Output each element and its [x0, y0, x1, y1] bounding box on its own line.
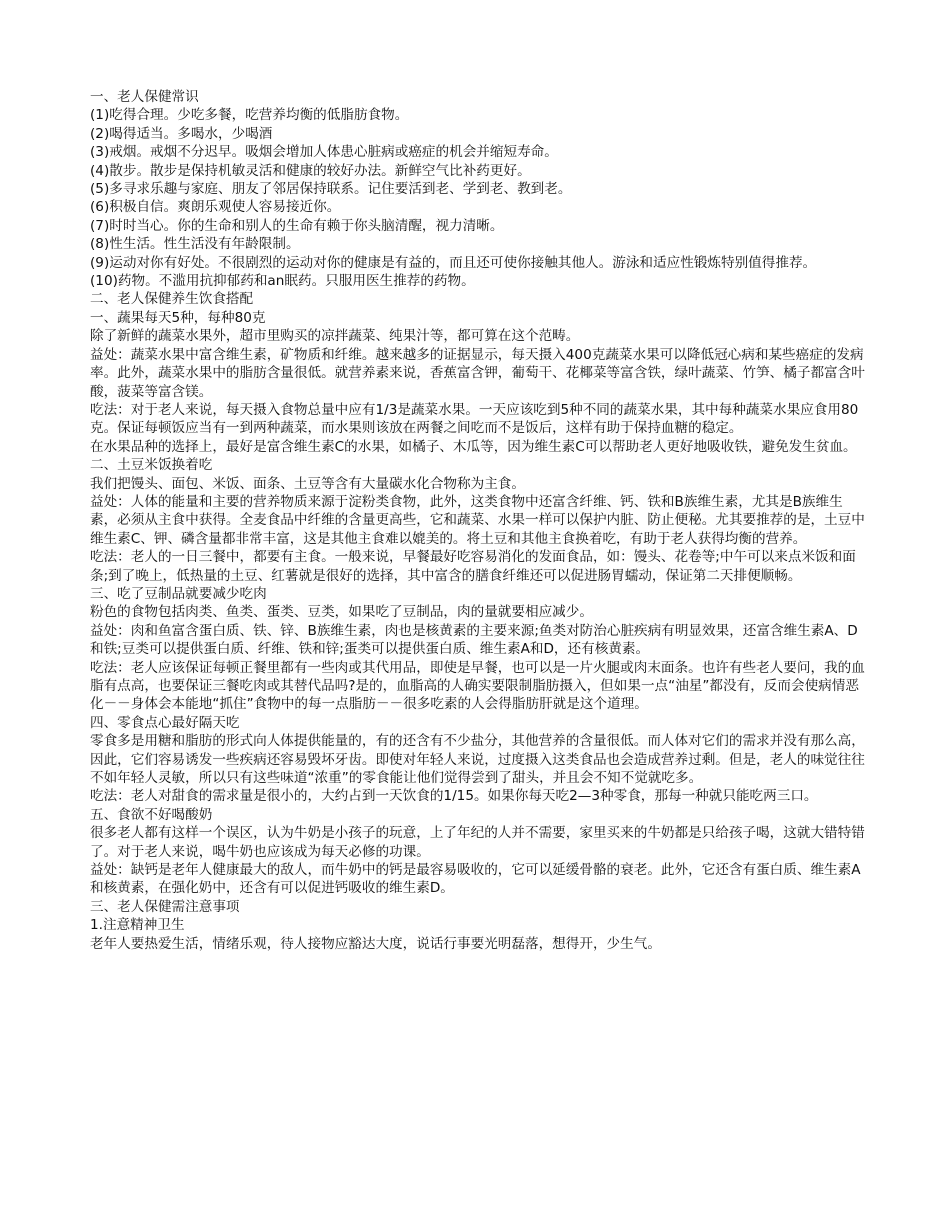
subsection-heading: 二、土豆米饭换着吃 [90, 457, 213, 474]
subsection-heading: 三、吃了豆制品就要减少吃肉 [90, 585, 267, 602]
subsection-heading: 四、零食点心最好隔天吃 [90, 714, 240, 731]
section-heading: 三、老人保健需注意事项 [90, 898, 240, 915]
paragraph: 老年人要热爱生活，情绪乐观，待人接物应豁达大度，说话行事要光明磊落，想得开，少生气。 [90, 935, 661, 952]
paragraph: 益处：缺钙是老年人健康最大的敌人，而牛奶中的钙是最容易吸收的，它可以延缓骨骼的衰老。此外，它还含有蛋白质、维生素A和核黄素，在强化奶中，还含有可以促进钙吸收的维生素D。 [90, 862, 861, 897]
paragraph: 益处：蔬菜水果中富含维生素，矿物质和纤维。越来越多的证据显示，每天摄入400克蔬菜水果可以降低冠心病和某些癌症的发病率。此外，蔬菜水果中的脂肪含量很低。就营养素来说，香蕉富含钾，葡萄干、花椰菜等富含铁，绿叶蔬菜、竹笋、橘子都富含叶酸，菠菜等富含镁。 [90, 346, 865, 400]
list-item: (1)吃得合理。少吃多餐，吃营养均衡的低脂肪食物。 [90, 107, 409, 124]
list-item: (7)时时当心。你的生命和别人的生命有赖于你头脑清醒，视力清晰。 [90, 217, 504, 234]
document-body [90, 88, 865, 953]
list-item: (3)戒烟。戒烟不分迟早。吸烟会增加人体患心脏病或癌症的机会并缩短寿命。 [90, 144, 558, 161]
subsection-heading: 五、食欲不好喝酸奶 [90, 806, 213, 823]
list-item: (9)运动对你有好处。不很剧烈的运动对你的健康是有益的，而且还可使你接触其他人。游泳和适应性锻炼特别值得推荐。 [90, 254, 817, 271]
paragraph: 除了新鲜的蔬菜水果外，超市里购买的凉拌蔬菜、纯果汁等，都可算在这个范畴。 [90, 328, 580, 345]
paragraph: 吃法：对于老人来说，每天摄入食物总量中应有1/3是蔬菜水果。一天应该吃到5种不同的蔬菜水果，其中每种蔬菜水果应食用80克。保证每顿饭应当有一到两种蔬菜，而水果则该放在两餐之间吃而不是饭后，这样有助于保持血糖的稳定。 [90, 401, 859, 437]
paragraph: 吃法：老人的一日三餐中，都要有主食。一般来说，早餐最好吃容易消化的发面食品，如：馒头、花卷等;中午可以来点米饭和面条;到了晚上，低热量的土豆、红薯就是很好的选择，其中富含的膳食纤维还可以促进肠胃蠕动，保证第二天排便顺畅。 [90, 549, 856, 584]
paragraph: 零食多是用糖和脂肪的形式向人体提供能量的，有的还含有不少盐分，其他营养的含量很低。而人体对它们的需求并没有那么高，因此，它们容易诱发一些疾病还容易毁坏牙齿。即使对年轻人来说，过度摄入这类食品也会造成营养过剩。但是，老人的味觉往往不如年轻人灵敏，所以只有这些味道“浓重”的零食能让他们觉得尝到了甜头，并且会不知不觉就吃多。 [90, 733, 865, 787]
paragraph: 我们把馒头、面包、米饭、面条、土豆等含有大量碳水化合物称为主食。 [90, 475, 525, 492]
subsection-heading: 一、蔬果每天5种，每种80克 [90, 309, 266, 326]
list-item: (6)积极自信。爽朗乐观使人容易接近你。 [90, 199, 341, 216]
list-item: (4)散步。散步是保持机敏灵活和健康的较好办法。新鲜空气比补药更好。 [90, 162, 531, 179]
section-heading: 二、老人保健养生饮食搭配 [90, 291, 254, 308]
paragraph: 很多老人都有这样一个误区，认为牛奶是小孩子的玩意，上了年纪的人并不需要，家里买来的牛奶都是只给孩子喝，这就大错特错了。对于老人来说，喝牛奶也应该成为每天必修的功课。 [90, 825, 865, 860]
paragraph: 益处：肉和鱼富含蛋白质、铁、锌、B族维生素，肉也是核黄素的主要来源;鱼类对防治心脏疾病有明显效果，还富含维生素A、D和铁;豆类可以提供蛋白质、纤维、铁和锌;蛋类可以提供蛋白质、维生素A和D，还有核黄素。 [90, 622, 858, 658]
section-heading: 一、老人保健常识 [90, 89, 199, 105]
list-item: (5)多寻求乐趣与家庭、朋友了邻居保持联系。记住要活到老、学到老、教到老。 [90, 181, 572, 198]
paragraph: 吃法：老人应该保证每顿正餐里都有一些肉或其代用品，即使是早餐，也可以是一片火腿或肉末面条。也许有些老人要问，我的血脂有点高，也要保证三餐吃肉或其替代品吗?是的，血脂高的人确实要限制脂肪摄入，但如果一点“油星”都没有，反而会使病情恶化－－身体会本能地“抓住”食物中的每一点脂肪－－很多吃素的人会得脂肪肝就是这个道理。 [90, 659, 865, 713]
paragraph: 粉色的食物包括肉类、鱼类、蛋类、豆类，如果吃了豆制品，肉的量就要相应减少。 [90, 604, 593, 621]
list-item: (2)喝得适当。多喝水，少喝酒 [90, 125, 273, 142]
paragraph: 益处：人体的能量和主要的营养物质来源于淀粉类食物，此外，这类食物中还富含纤维、钙、铁和B族维生素，尤其是B族维生素，必须从主食中获得。全麦食品中纤维的含量更高些，它和蔬菜、水果一样可以保护内脏、防止便秘。尤其要推荐的是，土豆中维生素C、钾、磷含量都非常丰富，这是其他主食难以媲美的。将土豆和其他主食换着吃，有助于老人获得均衡的营养。 [90, 493, 865, 547]
list-item: (8)性生活。性生活没有年龄限制。 [90, 236, 300, 253]
paragraph: 吃法：老人对甜食的需求量是很小的，大约占到一天饮食的1/15。如果你每天吃2—3种零食，那每一种就只能吃两三口。 [90, 788, 818, 805]
list-item: (10)药物。不滥用抗抑郁药和an眠药。只服用医生推荐的药物。 [90, 273, 475, 290]
paragraph: 在水果品种的选择上，最好是富含维生素C的水果，如橘子、木瓜等，因为维生素C可以帮助老人更好地吸收铁，避免发生贫血。 [90, 438, 857, 455]
subsection-heading: 1.注意精神卫生 [90, 917, 185, 934]
